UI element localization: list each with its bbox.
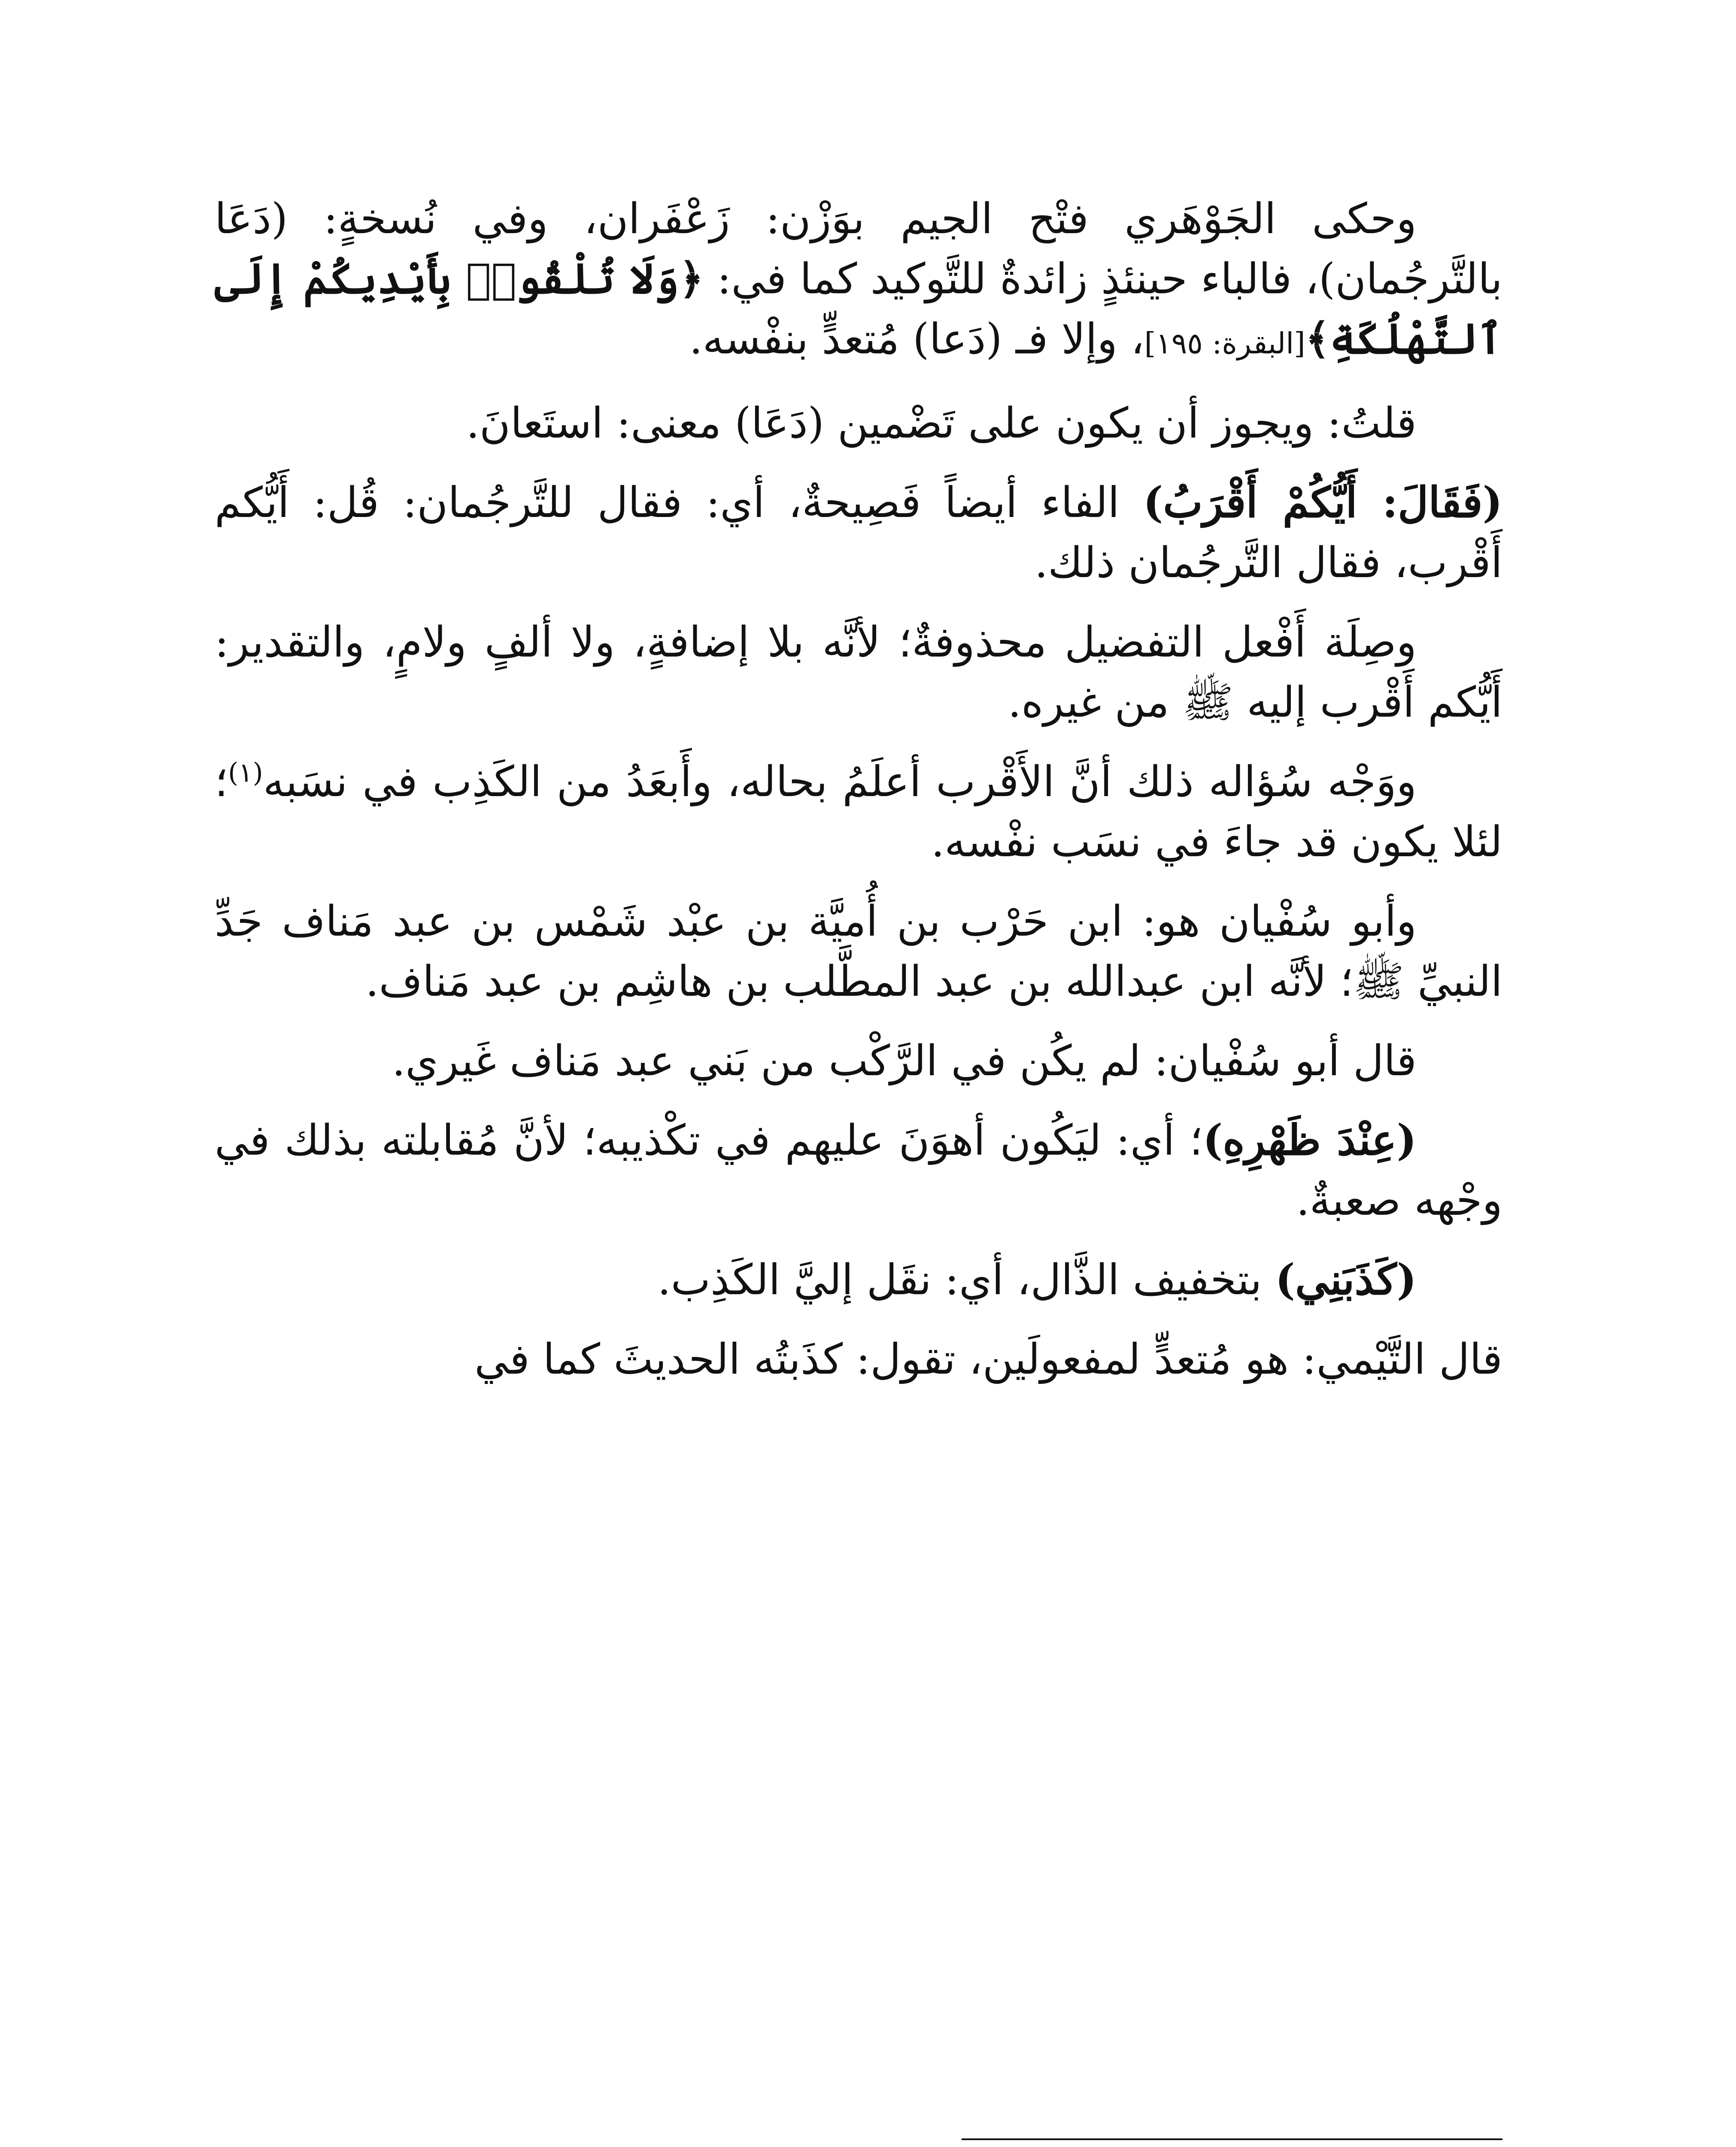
paragraph-7 [215,1031,1502,1091]
paragraph-text: قلتُ: ويجوز أن يكون على تَضْمين (دَعَا) معنى: استَعانَ. [466,399,1417,448]
paragraph-text: وصِلَة أَفْعل التفضيل محذوفةٌ؛ لأنَّه بلا إضافةٍ، ولا ألفٍ ولامٍ، والتقدير: أَيُّكم أَقْرب إليه ﷺ من غيره. [215,618,1502,727]
paragraph-tail: ، وإلا فـ (دَعا) مُتعدٍّ بنفْسه. [689,315,1144,364]
paragraph-3 [215,473,1502,593]
paragraph-text: وحكى الجَوْهَري فتْح الجيم بوَزْن: زَعْفَران، وفي نُسخةٍ: (دَعَا بالتَّرجُمان)، فالباء حينئذٍ زائدةٌ للتَّوكيد كما في: [215,195,1502,304]
paragraph-tail: ؛ لئلا يكون قد جاءَ في نسَب نفْسه. [215,757,1502,867]
paragraph-text: وأبو سُفْيان هو: ابن حَرْب بن أُميَّة بن عبْد شَمْس بن عبد مَناف جَدِّ النبيِّ ﷺ؛ لأنَّه ابن عبدالله بن عبد المطَّلب بن هاشِم بن عبد مَناف. [215,897,1502,1006]
paragraph-9 [215,1250,1502,1310]
paragraph-4 [215,612,1502,733]
footnote-marker[interactable]: (١) [228,757,263,788]
paragraph-8 [215,1110,1502,1231]
hadith-phrase: (فَقَالَ: أَيُّكُمْ أَقْرَبُ) [1143,478,1502,527]
footnote-divider [962,2138,1502,2140]
paragraph-5 [215,752,1502,872]
main-text [215,189,1502,1409]
paragraph-10 [215,1329,1502,1390]
paragraph-text: الفاء أيضاً فَصِيحةٌ، أي: فقال للتَّرجُمان: قُل: أَيُّكم أَقْرب، فقال التَّرجُمان ذلك. [215,478,1502,587]
paragraph-text: بتخفيف الذَّال، أي: نقَل إليَّ الكَذِب. [657,1256,1275,1305]
paragraph-1 [215,189,1502,374]
quran-verse: ﴿وَلَا تُلْقُوا۟ بِأَيْدِيكُمْ إِلَى ٱلتَّهْلُكَةِ﴾ [215,254,1502,364]
paragraph-2 [215,393,1502,453]
verse-reference: [البقرة: ١٩٥] [1144,327,1305,361]
hadith-phrase: (عِنْدَ ظَهْرِهِ) [1203,1116,1417,1165]
paragraph-6 [215,891,1502,1012]
hadith-phrase: (كَذَبَنِي) [1275,1255,1417,1305]
paragraph-text: قال التَّيْمي: هو مُتعدٍّ لمفعولَين، تقول: كذَبتُه الحديثَ كما في [474,1335,1502,1384]
paragraph-text: قال أبو سُفْيان: لم يكُن في الرَّكْب من بَني عبد مَناف غَيري. [392,1037,1417,1086]
paragraph-text: ووَجْه سُؤاله ذلك أنَّ الأَقْرب أعلَمُ بحاله، وأَبعَدُ من الكَذِب في نسَبه [263,757,1417,806]
paragraph-text: ؛ أي: ليَكُون أهوَنَ عليهم في تكْذيبه؛ لأنَّ مُقابلته بذلك في وجْهه صعبةٌ. [215,1116,1502,1225]
